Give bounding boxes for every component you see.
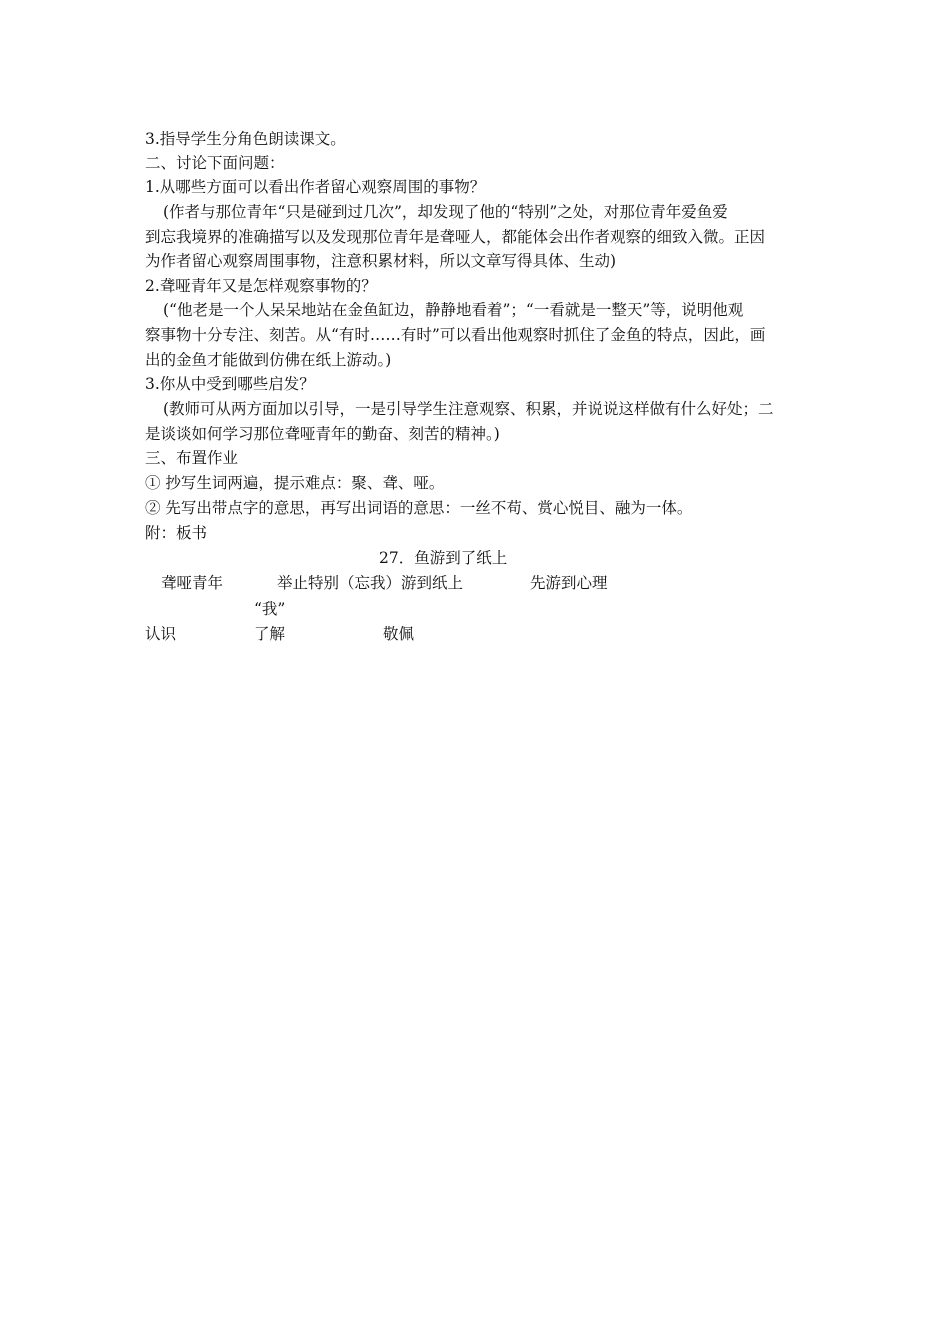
answer-1-line-2: 到忘我境界的准确描写以及发现那位青年是聋哑人，都能体会出作者观察的细致入微。正因 [145,228,766,246]
board-row1-col2: 举止特别（忘我）游到纸上 [277,574,464,592]
section3-heading: 三、布置作业 [145,449,239,467]
answer-2-line-3: 出的金鱼才能做到仿佛在纸上游动。) [145,351,392,369]
board-row1-col3: 先游到心理 [530,574,608,592]
homework-1: ① 抄写生词两遍，提示难点：聚、聋、哑。 [145,474,445,492]
board-title: 27．鱼游到了纸上 [379,549,508,567]
step3-text: 3.指导学生分角色朗读课文。 [145,130,346,148]
appendix-label: 附：板书 [145,524,208,542]
question-2: 2.聋哑青年又是怎样观察事物的？ [145,277,377,295]
board-row3-col1: 认识 [145,625,177,643]
answer-2-line-2: 察事物十分专注、刻苦。从“有时……有时”可以看出他观察时抓住了金鱼的特点，因此，画 [145,326,766,344]
board-row3-col2: 了解 [254,625,286,643]
section2-heading: 二、讨论下面问题： [145,154,285,172]
answer-2-line-1: (“他老是一个人呆呆地站在金鱼缸边，静静地看着”；“一看就是一整天”等，说明他观 [163,301,744,319]
board-row2-col1: “我” [254,600,286,618]
answer-1-line-3: 为作者留心观察周围事物，注意积累材料，所以文章写得具体、生动) [145,252,617,270]
answer-3-line-1: (教师可从两方面加以引导，一是引导学生注意观察、积累，并说说这样做有什么好处；二 [163,400,774,418]
board-row1-col1: 聋哑青年 [161,574,224,592]
question-1: 1.从哪些方面可以看出作者留心观察周围的事物？ [145,178,486,196]
question-3: 3.你从中受到哪些启发？ [145,375,315,393]
board-row3-col3: 敬佩 [383,625,415,643]
homework-2: ② 先写出带点字的意思，再写出词语的意思：一丝不苟、赏心悦目、融为一体。 [145,499,693,517]
answer-3-line-2: 是谈谈如何学习那位聋哑青年的勤奋、刻苦的精神。) [145,425,500,443]
answer-1-line-1: (作者与那位青年“只是碰到过几次”，却发现了他的“特别”之处，对那位青年爱鱼爱 [163,203,728,221]
